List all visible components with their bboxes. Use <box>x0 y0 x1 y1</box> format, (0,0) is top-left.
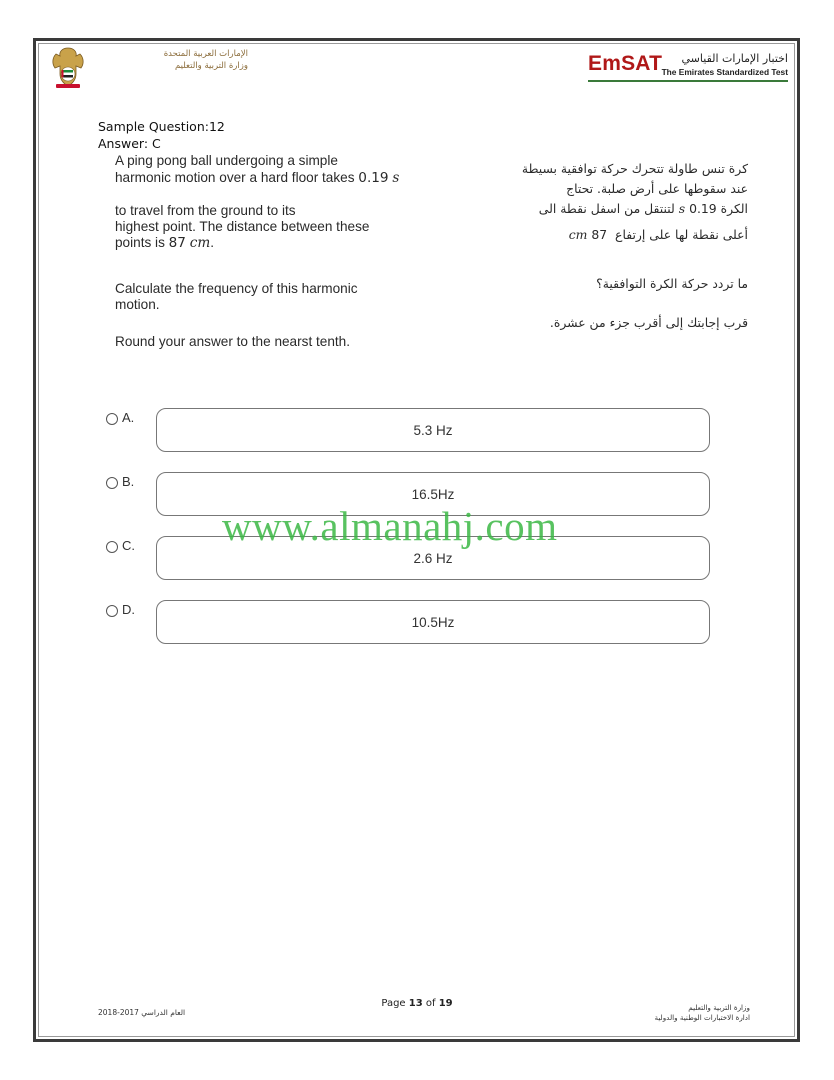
question-ar-line-6: قرب إجابتك إلى أقرب جزء من عشرة. <box>549 315 748 330</box>
question-en-line-1: A ping pong ball undergoing a simple <box>115 153 338 168</box>
question-en-line-6: Calculate the frequency of this harmonic <box>115 281 358 296</box>
question-ar-line-4: أعلى نقطة لها على إرتفاع cm 87 <box>568 227 748 242</box>
emsat-arabic-title: اختبار الإمارات القياسي <box>681 52 788 65</box>
question-en-line-8: Round your answer to the nearst tenth. <box>115 334 351 349</box>
radio-a[interactable] <box>106 413 118 425</box>
choice-d[interactable] <box>106 600 710 644</box>
emsat-underline <box>588 80 788 82</box>
footer-ministry-line-1: وزارة التربية والتعليم <box>688 1003 750 1012</box>
time-unit: s <box>392 170 400 186</box>
answer-label: Answer: C <box>98 136 161 151</box>
footer-ministry-line-2: ادارة الاختبارات الوطنية والدولية <box>654 1013 750 1022</box>
choice-b-box[interactable]: 16.5Hz <box>156 472 710 516</box>
emsat-word: EmSAT <box>588 52 663 75</box>
radio-b[interactable] <box>106 477 118 489</box>
emsat-english-title: The Emirates Standardized Test <box>661 67 788 77</box>
sample-question-label: Sample Question:12 <box>98 119 225 134</box>
watermark-text: www.almanahj.com <box>222 503 558 549</box>
time-value: 0.19 <box>358 170 389 186</box>
question-meta <box>98 118 225 152</box>
ministry-line-2: وزارة التربية والتعليم <box>175 61 248 71</box>
question-en-line-7: motion. <box>115 297 160 312</box>
ministry-line-1: الإمارات العربية المتحدة <box>163 49 248 59</box>
uae-emblem-icon <box>48 44 88 90</box>
distance-value: 87 <box>168 235 186 251</box>
question-en-line-3: to travel from the ground to its <box>115 203 296 218</box>
question-ar-line-5: ما تردد حركة الكرة التوافقية؟ <box>596 276 748 291</box>
choice-letter-b: B. <box>122 474 135 489</box>
choice-a-box[interactable]: 5.3 Hz <box>156 408 710 452</box>
question-en-line-2: harmonic motion over a hard floor takes 0.19 s <box>115 170 400 186</box>
radio-c[interactable] <box>106 541 118 553</box>
footer-ministry <box>590 1003 750 1023</box>
choice-letter-c: C. <box>122 538 135 553</box>
radio-d[interactable] <box>106 605 118 617</box>
question-en-line-4: highest point. The distance between these <box>115 219 370 234</box>
choice-d-box[interactable]: 10.5Hz <box>156 600 710 644</box>
choice-letter-a: A. <box>122 410 135 425</box>
question-ar-line-3: الكرة s 0.19 لتنتقل من اسفل نقطة الى <box>538 201 748 216</box>
footer-academic-year: العام الدراسي 2017-2018 <box>98 1008 186 1017</box>
choice-c-box[interactable]: 2.6 Hz <box>156 536 710 580</box>
ministry-name-header <box>98 48 248 72</box>
page-current: 13 <box>408 998 423 1009</box>
page-total: 19 <box>438 998 453 1009</box>
question-en-line-5: points is 87 cm. <box>115 235 215 251</box>
question-ar-line-1: كرة تنس طاولة تتحرك حركة توافقية بسيطة <box>521 161 748 176</box>
choice-a[interactable] <box>106 408 710 452</box>
distance-unit: cm <box>189 235 211 251</box>
question-ar-line-2: عند سقوطها على أرض صلبة. تحتاج <box>566 181 748 196</box>
emsat-logo <box>588 52 788 84</box>
footer-page-number: Page 13 of 19 <box>381 998 453 1009</box>
choice-letter-d: D. <box>122 602 135 617</box>
